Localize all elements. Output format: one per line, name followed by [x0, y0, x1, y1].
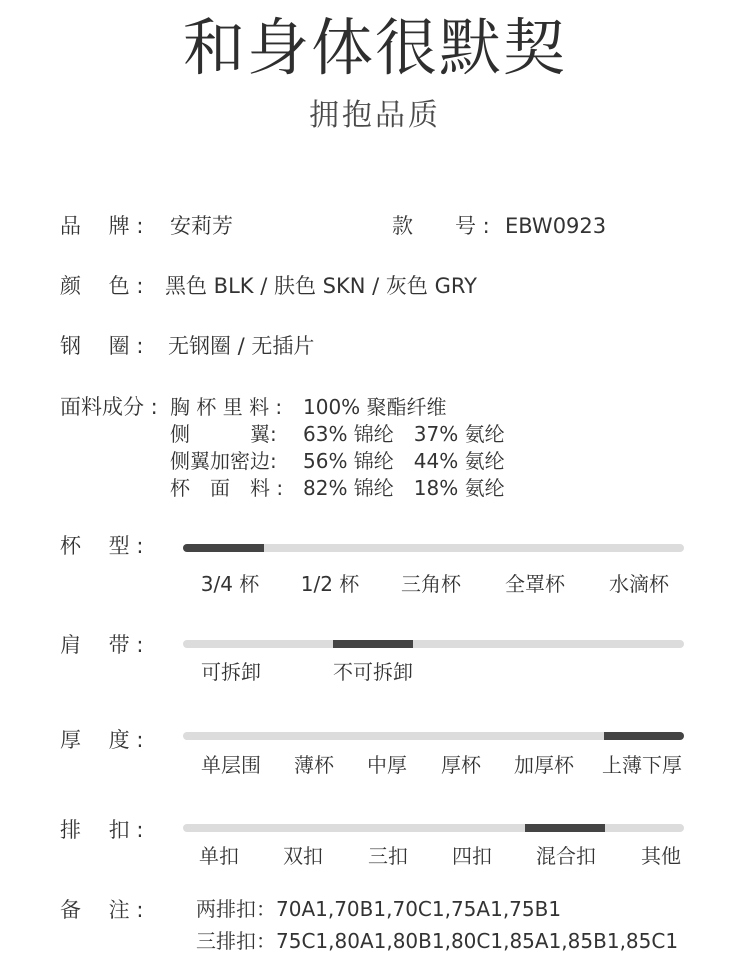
buckle-option: 双扣 [283, 844, 323, 868]
strap-option: 可拆卸 [201, 660, 261, 684]
thickness-option: 上薄下厚 [602, 753, 682, 777]
thickness-option: 中厚 [367, 753, 407, 777]
thickness-label: 厚 度 : [60, 728, 144, 752]
fabric-label: 面料成分 : [60, 395, 158, 419]
buckle-option: 三扣 [368, 844, 408, 868]
cup-option: 水滴杯 [609, 572, 669, 596]
buckle-label: 排 扣 : [60, 818, 144, 842]
thickness-option: 厚杯 [441, 753, 481, 777]
wire-value: 无钢圈 / 无插片 [168, 334, 315, 358]
model-label: 款 号 : [392, 214, 490, 238]
fabric-part: 侧 翼: [170, 422, 277, 446]
notes-line: 两排扣：70A1,70B1,70C1,75A1,75B1 [196, 897, 562, 921]
cup-option: 三角杯 [401, 572, 461, 596]
strap-label: 肩 带 : [60, 633, 144, 657]
model-value: EBW0923 [505, 214, 607, 238]
cup-label: 杯 型 : [60, 534, 144, 558]
color-label: 颜 色 : [60, 274, 144, 298]
notes-line: 三排扣：75C1,80A1,80B1,80C1,85A1,85B1,85C1 [196, 929, 679, 953]
fabric-part: 杯 面 料 : [170, 476, 284, 500]
cup-selected-indicator [183, 544, 264, 552]
notes-label: 备 注 : [60, 898, 144, 922]
page-subtitle: 拥抱品质 [309, 98, 441, 133]
strap-selected-indicator [333, 640, 413, 648]
fabric-composition: 82% 锦纶 18% 氨纶 [303, 476, 505, 500]
fabric-composition: 63% 锦纶 37% 氨纶 [303, 422, 505, 446]
cup-option: 1/2 杯 [300, 572, 360, 596]
brand-value: 安莉芳 [170, 214, 233, 238]
fabric-composition: 56% 锦纶 44% 氨纶 [303, 449, 505, 473]
color-value: 黑色 BLK / 肤色 SKN / 灰色 GRY [165, 274, 477, 298]
thickness-selected-indicator [604, 732, 684, 740]
fabric-part: 胸 杯 里 料 : [170, 395, 283, 419]
brand-label: 品 牌 : [60, 214, 144, 238]
page-title: 和身体很默契 [182, 11, 567, 84]
fabric-composition: 100% 聚酯纤维 [303, 395, 447, 419]
cup-option: 3/4 杯 [200, 572, 260, 596]
thickness-scale-track [183, 732, 684, 740]
buckle-option: 四扣 [452, 844, 492, 868]
buckle-option: 其他 [641, 844, 681, 868]
buckle-option: 混合扣 [536, 844, 596, 868]
buckle-scale-track [183, 824, 684, 832]
thickness-option: 单层围 [201, 753, 261, 777]
thickness-option: 薄杯 [294, 753, 334, 777]
thickness-option: 加厚杯 [514, 753, 574, 777]
buckle-option: 单扣 [199, 844, 239, 868]
cup-option: 全罩杯 [505, 572, 565, 596]
fabric-part: 侧翼加密边: [170, 449, 277, 473]
strap-option: 不可拆卸 [333, 660, 413, 684]
buckle-selected-indicator [525, 824, 605, 832]
cup-scale-track [183, 544, 684, 552]
strap-scale-track [183, 640, 684, 648]
wire-label: 钢 圈 : [60, 334, 144, 358]
